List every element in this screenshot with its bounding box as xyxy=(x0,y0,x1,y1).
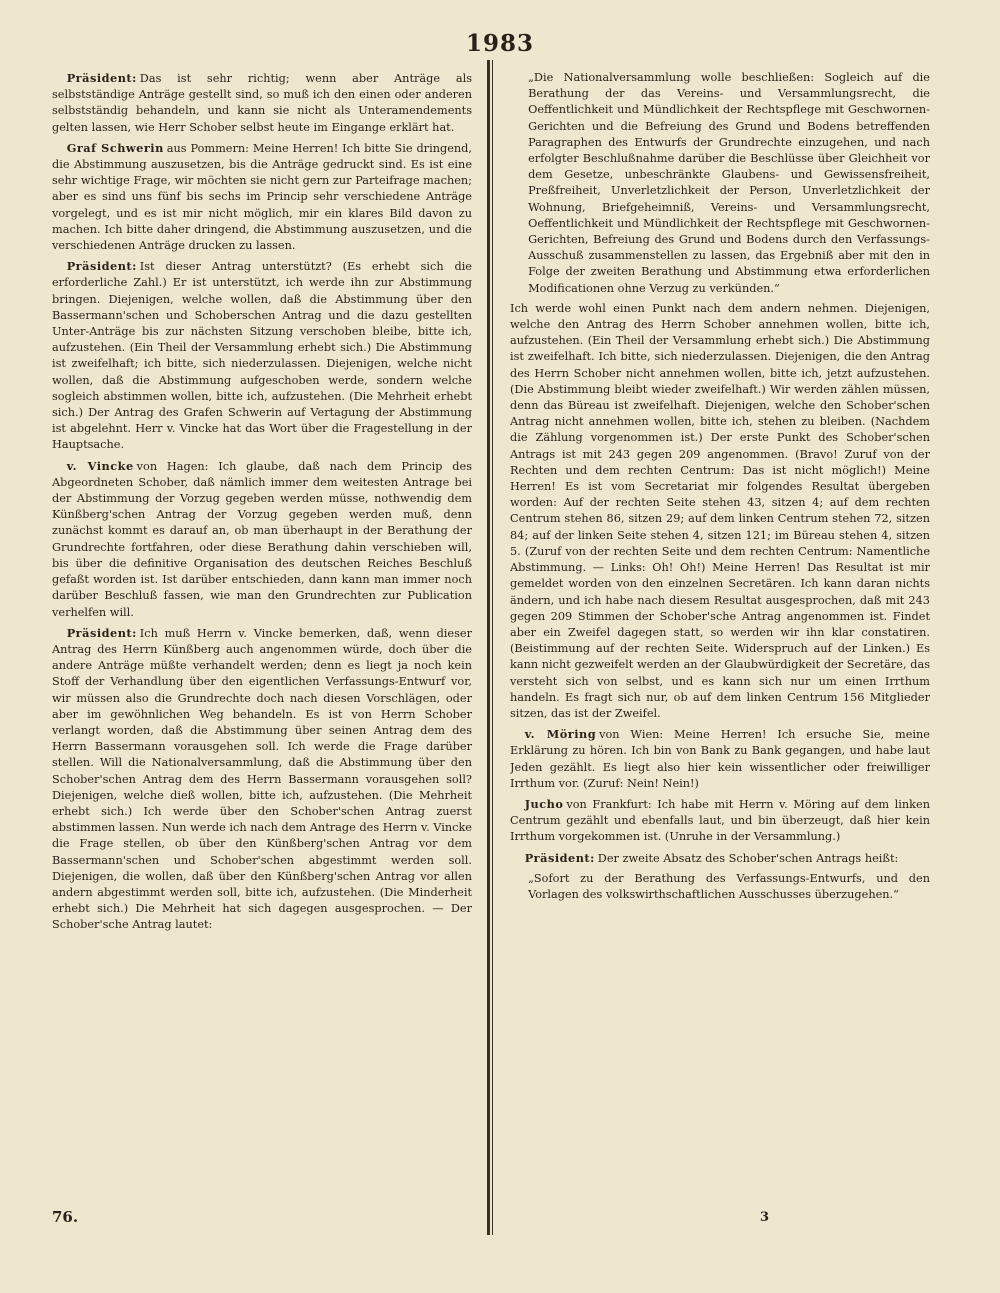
paragraph xyxy=(52,625,472,934)
right-column xyxy=(510,70,930,1205)
signature-mark: 3 xyxy=(760,1210,770,1225)
paragraph xyxy=(510,850,930,867)
speaker-name: Jucho xyxy=(524,796,564,811)
paragraph xyxy=(52,140,472,254)
speaker-name: Präsident: xyxy=(524,850,595,865)
speaker-name: Präsident: xyxy=(66,71,137,85)
quotation xyxy=(510,871,930,903)
speaker-name: v. Möring xyxy=(524,727,597,742)
paragraph xyxy=(510,796,930,846)
paragraph xyxy=(510,726,930,792)
paragraph-text: Ist dieser Antrag unterstützt? (Es erhebt sich die erforderliche Zahl.) Er ist unterstützt, ich werde ihn zur Abstimmung bringen. Diejenigen, welche wollen, daß die Abstimmung über den Bassermann'schen und Schoberschen Antrag und die dazu gestellten Unter-Anträge bis zur nächsten Sitzung verschoben bleibe, bitte ich, aufzustehen. (Ein Theil der Versammlung erhebt sich.) Die Abstimmung ist zweifelhaft; ich bitte, sich niederzulassen. Diejenigen, welche nicht wollen, daß die Abstimmung aufgeschoben werde, sondern welche sogleich abstimmen wollen, bitte ich, aufzustehen. (Die Mehrheit erhebt sich.) Der Antrag des Grafen Schwerin auf Vertagung der Abstimmung ist abgelehnt. Herr v. Vincke hat das Wort über die Fragestellung in der Hauptsache. xyxy=(52,260,472,452)
quotation xyxy=(510,70,930,297)
paragraph xyxy=(52,258,472,453)
paragraph-text: Der zweite Absatz des Schober'schen Antrags heißt: xyxy=(597,851,899,865)
sheet-mark: 76. xyxy=(52,1208,79,1226)
paragraph-text: Ich muß Herrn v. Vincke bemerken, daß, wenn dieser Antrag des Herrn Künßberg auch angenommen würde, doch über die andere Anträge müßte verhandelt werden; denn es liegt ja noch kein Stoff der Verhandlung über den eigentlichen Verfassungs-Entwurf vor, wir müssen also die Grundrechte doch nach diesen Vorschlägen, oder aber im gewöhnlichen Weg behandeln. Es ist von Herrn Schober verlangt worden, daß die Abstimmung über seinen Antrag dem des Herrn Bassermann vorausgehen soll. Ich werde die Frage darüber stellen. Will die Nationalversammlung, daß die Abstimmung über den Schober'schen Antrag dem des Herrn Bassermann vorausgehen soll? Diejenigen, welche dieß wollen, bitte ich, aufzustehen. (Die Mehrheit erhebt sich.) Ich werde über den Schober'schen Antrag zuerst abstimmen lassen. Nun werde ich nach dem Antrage des Herrn v. Vincke die Frage stellen, ob über den Künßberg'schen Antrag vor dem Bassermann'schen und Schober'schen abgestimmt werden soll. Diejenigen, die wollen, daß über den Künßberg'schen Antrag vor allen andern abgestimmt werden soll, bitte ich, aufzustehen. (Die Minderheit erhebt sich.) Die Mehrheit hat sich dagegen ausgesprochen. — Der Schober'sche Antrag lautet: xyxy=(52,626,472,932)
paragraph-text: aus Pommern: Meine Herren! Ich bitte Sie dringend, die Abstimmung auszusetzen, bis die Anträge gedruckt sind. Es ist eine sehr wichtige Frage, wir möchten sie nicht gern zur Parteifrage machen; aber es sind uns fünf bis sechs im Princip sehr verschiedene Anträge vorgelegt, und es ist mir nicht möglich, mir ein klares Bild davon zu machen. Ich bitte daher dringend, die Abstimmung auszusetzen, und die verschiedenen Anträge drucken zu lassen. xyxy=(52,141,472,253)
speaker-name: Präsident: xyxy=(66,259,137,274)
speaker-name: Präsident: xyxy=(66,625,137,640)
paragraph-text: Das ist sehr richtig; wenn aber Anträge als selbstständige Anträge gestellt sind, so muß ich den einen oder anderen selbstständig behandeln, und kann sie nicht als Unteramendements gelten lassen, wie Herr Schober selbst heute im Eingange erklärt hat. xyxy=(52,72,472,134)
paragraph-text: Ich werde wohl einen Punkt nach dem andern nehmen. Diejenigen, welche den Antrag des Herrn Schober annehmen wollen, bitte ich, aufzustehen. (Ein Theil der Versammlung erhebt sich.) Die Abstimmung ist zweifelhaft. Ich bitte, sich niederzulassen. Diejenigen, die den Antrag des Herrn Schober nicht annehmen wollen, bitte ich, jetzt aufzustehen. (Die Abstimmung bleibt wieder zweifelhaft.) Wir werden zählen müssen, denn das Büreau ist zweifelhaft. Diejenigen, welche den Schober'schen Antrag nicht annehmen wollen, bitte ich, stehen zu bleiben. (Nachdem die Zählung vorgenommen ist.) Der erste Punkt des Schober'schen Antrags ist mit 243 gegen 209 angenommen. (Bravo! Zuruf von der Rechten und dem rechten Centrum: Das ist nicht möglich!) Meine Herren! Es ist vom Secretariat mir folgendes Resultat übergeben worden: Auf der rechten Seite stehen 43, sitzen 4; auf dem rechten Centrum stehen 86, sitzen 29; auf dem linken Centrum stehen 72, sitzen 84; auf der linken Seite stehen 4, sitzen 121; im Büreau stehen 4, sitzen 5. (Zuruf von der rechten Seite und dem rechten Centrum: Namentliche Abstimmung. — Links: Oh! Oh!) Meine Herren! Das Resultat ist mir gemeldet worden von den einzelnen Secretären. Ich kann daran nichts ändern, und ich habe nach diesem Resultat ausgesprochen, daß mit 243 gegen 209 Stimmen der Schober'sche Antrag angenommen ist. Findet aber ein Zweifel dagegen statt, so werden wir ihn klar constatiren. (Beistimmung auf der rechten Seite. Widerspruch auf der Linken.) Es kann nicht gezweifelt werden an der Glaubwürdigkeit der Secretäre, das versteht sich von selbst, und es kann sich nur um einen Irrthum handeln. Es fragt sich nur, ob auf dem linken Centrum 156 Mitglieder sitzen, das ist der Zweifel. xyxy=(510,301,930,720)
paragraph xyxy=(52,458,472,621)
speaker-name: Graf Schwerin xyxy=(66,140,164,155)
paragraph xyxy=(52,70,472,136)
paragraph-text: von Wien: Meine Herren! Ich ersuche Sie, meine Erklärung zu hören. Ich bin von Bank zu Bank gegangen, und habe laut Jeden gezählt. Es liegt also hier kein wissentlicher oder freiwilliger Irrthum vor. (Zuruf: Nein! Nein!) xyxy=(510,728,930,790)
left-column xyxy=(52,70,472,1205)
paragraph-text: „Die Nationalversammlung wolle beschließen: Sogleich auf die Berathung der das Vereins- und Versammlungsrecht, die Oeffentlichkeit und Mündlichkeit der Rechtspflege mit Geschwornen-Gerichten und die Befreiung des Grund und Bodens betreffenden Paragraphen des Entwurfs der Grundrechte einzugehen, und nach erfolgter Beschlußnahme darüber die Beschlüsse über Gleichheit vor dem Gesetze, unbeschränkte Glaubens- und Gewissensfreiheit, Preßfreiheit, Unverletzlichkeit der Person, Unverletzlichkeit der Wohnung, Briefgeheimniß, Vereins- und Versammlungsrecht, Oeffentlichkeit und Mündlichkeit der Rechtspflege mit Geschwornen-Gerichten, Befreiung des Grund und Bodens durch den Verfassungs-Ausschuß zusammenstellen zu lassen, das Ergebniß aber mit den in Folge der zweiten Berathung und Abstimmung etwa erforderlichen Modificationen ohne Verzug zu verkünden.“ xyxy=(528,71,930,295)
paragraph-text: von Frankfurt: Ich habe mit Herrn v. Möring auf dem linken Centrum gezählt und ebenfalls laut, und bin überzeugt, daß hier kein Irrthum vorgekommen ist. (Unruhe in der Versammlung.) xyxy=(510,797,930,844)
paragraph-text: „Sofort zu der Berathung des Verfassungs-Entwurfs, und den Vorlagen des volkswirthschaftlichen Ausschusses überzugehen.“ xyxy=(528,871,930,901)
paragraph xyxy=(510,301,930,722)
column-divider xyxy=(487,60,490,1235)
page-number: 1983 xyxy=(465,30,534,57)
speaker-name: v. Vincke xyxy=(66,458,134,473)
paragraph-text: von Hagen: Ich glaube, daß nach dem Princip des Abgeordneten Schober, daß nämlich immer dem weitesten Antrage bei der Abstimmung der Vorzug gegeben werden müsse, nothwendig dem Künßberg'schen Antrag der Vorzug gegeben werden muß, denn zunächst kommt es darauf an, ob man überhaupt in der Berathung der Grundrechte fortfahren, oder diese Berathung dahin verschieben will, bis über die definitive Organisation des deutschen Reiches Beschluß gefaßt worden ist. Ist darüber entschieden, dann kann man immer noch darüber Beschluß fassen, wie man den Grundrechten zur Publication verhelfen will. xyxy=(52,459,472,619)
